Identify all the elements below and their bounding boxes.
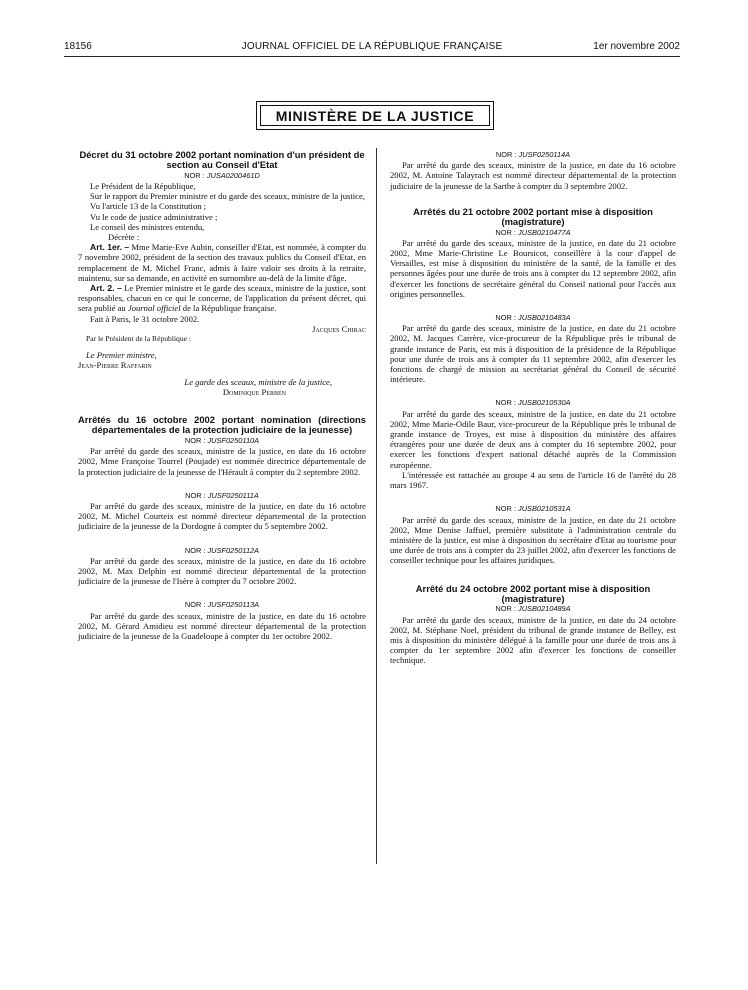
- journal-officiel: Journal officiel: [127, 303, 181, 314]
- nor-line: [390, 150, 676, 160]
- nor-code: JUSB0210483A: [518, 313, 571, 323]
- arrete-text: Par arrêté du garde des sceaux, ministre de la justice, en date du 21 octobre 2002, Mme Marie-Odile Baur, vice-procureur de la République près le tribunal de grande instance de Troyes, est mise à disposition du ministère des affaires étrangères pour une durée de deux ans à compter du 16 septembre 2002, pour exercer les fonctions d'expert national détaché auprès de la Commission européenne.: [390, 408, 676, 470]
- article-1: [78, 242, 366, 283]
- nor-code: JUSB0210489A: [518, 604, 571, 614]
- nor-line: [78, 436, 366, 446]
- preamble-line: Sur le rapport du Premier ministre et du garde des sceaux, ministre de la justice,: [90, 191, 365, 202]
- article-2-text-a: Le Premier ministre et le garde des sceaux, ministre de la justice, sont responsables, chacun en ce qui le concerne, de l'application du présent décret, qui sera publié au: [78, 283, 366, 314]
- preamble-line: Vu l'article 13 de la Constitution ;: [90, 201, 207, 212]
- column-divider: [376, 148, 377, 864]
- article-2-label: Art. 2. –: [90, 283, 122, 294]
- nor-line: [78, 171, 366, 181]
- nor-code: JUSB0210530A: [518, 398, 571, 408]
- signature-premier-ministre: Jean-Pierre Raffarin: [78, 360, 152, 371]
- nor-line: [78, 600, 366, 610]
- arrete-text: Par arrêté du garde des sceaux, ministre de la justice, en date du 16 octobre 2002, Mme Françoise Tourrel (Poujade) est nommée directrice départementale de la protection judiciaire de la jeunesse de l'Hérault à compter du 2 septembre 2002.: [78, 446, 366, 477]
- signature-president: Jacques Chirac: [312, 323, 366, 334]
- nor-code: JUSB0210477A: [518, 227, 571, 237]
- arretes21-title: Arrêtés du 21 octobre 2002 portant mise à disposition (magistrature): [413, 205, 653, 228]
- nor-label: NOR :: [495, 227, 516, 237]
- nor-label: NOR :: [185, 490, 206, 500]
- nor-code: JUSA0200461D: [206, 170, 260, 180]
- nor-label: NOR :: [184, 435, 206, 445]
- issue-date: 1er novembre 2002: [593, 41, 680, 52]
- nor-label: NOR :: [495, 398, 516, 408]
- nor-label: NOR :: [495, 504, 516, 514]
- article-1-label: Art. 1er. –: [90, 242, 130, 253]
- article-2-text-b: de la République française.: [182, 303, 277, 314]
- nor-code: JUSF0250112A: [207, 545, 260, 555]
- arrete-text: Par arrêté du garde des sceaux, ministre de la justice, en date du 21 octobre 2002, Mme Denise Jaffuel, première substitute à l'administration centrale du ministère de la justice, est mise à disposition du secrétaire d'Etat au tourisme pour une durée de trois ans à compter du 23 juillet 2002, afin d'exercer les fonctions de conseiller technique pour les affaires juridiques.: [390, 514, 676, 566]
- preamble-line: Le conseil des ministres entendu,: [90, 221, 205, 232]
- preamble-line: Le Président de la République,: [90, 181, 196, 192]
- premier-ministre-title: Le Premier ministre,: [86, 350, 157, 361]
- arrete-text: Par arrêté du garde des sceaux, ministre de la justice, en date du 16 octobre 2002, M. Gérard Amidieu est nommé directeur départemental de la protection judiciaire de la jeunesse de la Guadeloupe à compter du 1er octobre 2002.: [78, 610, 366, 641]
- nor-line: [390, 504, 676, 514]
- nor-line: [390, 398, 676, 408]
- arrete24-title: Arrêté du 24 octobre 2002 portant mise à disposition (magistrature): [415, 582, 651, 604]
- arrete-text: Par arrêté du garde des sceaux, ministre de la justice, en date du 24 octobre 2002, M. Stéphane Noel, président du tribunal de grande instance de Belley, est mis à disposition du ministère délégué à la famille pour une durée de trois ans à compter du 1er septembre 2002 afin d'exercer les fonctions de conseiller technique.: [390, 614, 676, 666]
- decrete: Décrète :: [108, 232, 140, 243]
- par-le-president: Par le Président de la République :: [86, 334, 192, 344]
- right-column: [390, 150, 676, 666]
- page-header: [64, 40, 680, 57]
- nor-code: JUSF0250113A: [207, 600, 260, 610]
- nor-line: [390, 604, 676, 614]
- ministry-box: [256, 101, 494, 130]
- nor-line: [78, 546, 366, 556]
- fait-a-paris: Fait à Paris, le 31 octobre 2002.: [90, 313, 200, 324]
- nor-line: [78, 491, 366, 501]
- arrete-text: Par arrêté du garde des sceaux, ministre de la justice, en date du 16 octobre 2002, M. Antoine Talayrach est nommé directeur départemental de la protection judiciaire de la jeunesse de la Sarthe à compter du 3 septembre 2002.: [390, 160, 676, 191]
- nor-code: JUSF0250114A: [518, 150, 571, 159]
- arrete-text: Par arrêté du garde des sceaux, ministre de la justice, en date du 21 octobre 2002, M. Jacques Carrère, vice-procureur de la République près le tribunal de grande instance de Paris, est mis à disposition de la présidence de la République pour une durée de trois ans à compter du 11 septembre 2002, afin d'exercer les fonctions de chargé de mission au secrétariat général du Conseil de sécurité intérieure.: [390, 323, 676, 385]
- nor-code: JUSB0210531A: [518, 504, 571, 514]
- garde-title: Le garde des sceaux, ministre de la justice,: [184, 376, 332, 387]
- nor-line: [390, 313, 676, 323]
- article-2: [78, 283, 366, 314]
- decret-title: Décret du 31 octobre 2002 portant nomination d'un président de section au Conseil d'Etat: [79, 149, 365, 171]
- nor-line: [390, 228, 676, 238]
- nor-label: NOR :: [184, 170, 205, 180]
- nor-code: JUSF0250110A: [207, 435, 260, 445]
- nor-label: NOR :: [495, 604, 516, 614]
- arrete-text: Par arrêté du garde des sceaux, ministre de la justice, en date du 21 octobre 2002, Mme Marie-Christine Le Boursicot, conseillère à la cour d'appel de Versailles, est mise à disposition du ministère de la santé, de la famille et des personnes âgées pour une durée de trois ans à compter du 12 septembre 2002, afin d'exercer les fonctions de secrétaire général du Conseil national pour l'accès aux origines personnelles.: [390, 237, 676, 299]
- nor-label: NOR :: [495, 150, 517, 159]
- arretes16-title: Arrêtés du 16 octobre 2002 portant nomination (directions départementales de la protection judiciaire de la jeunesse): [78, 414, 366, 436]
- page-number: 18156: [64, 41, 92, 52]
- arrete-text: Par arrêté du garde des sceaux, ministre de la justice, en date du 16 octobre 2002, M. Michel Courteix est nommé directeur départemental de la protection judiciaire de la jeunesse de la Dordogne à compter du 5 septembre 2002.: [78, 500, 366, 532]
- signature-garde: Dominique Perben: [222, 386, 286, 397]
- preamble-line: Vu le code de justice administrative ;: [90, 211, 218, 222]
- nor-label: NOR :: [184, 600, 206, 610]
- ministry-title: MINISTÈRE DE LA JUSTICE: [260, 105, 490, 126]
- nor-label: NOR :: [495, 313, 516, 323]
- arrete-text-extra: L'intéressée est rattachée au groupe 4 au sens de l'article 16 de l'arrêté du 28 mars 1967.: [390, 469, 676, 491]
- nor-label: NOR :: [184, 545, 206, 555]
- arrete-text: Par arrêté du garde des sceaux, ministre de la justice, en date du 16 octobre 2002, M. Max Delphin est nommé directeur départemental de la protection judiciaire de la jeunesse de l'Isère à compter du 7 octobre 2002.: [78, 555, 366, 587]
- article-1-text: Mme Marie-Eve Aubin, conseiller d'Etat, est nommée, à compter du 7 novembre 2002, président de la section des travaux publics du Conseil d'Etat, en remplacement de M. Michel Franc, admis à faire valoir ses droits à la retraite, maintenu, sur sa demande, en activité en surnombre au-delà de la limite d'âge.: [78, 242, 367, 283]
- nor-code: JUSF0250111A: [207, 490, 259, 500]
- left-column: [78, 150, 366, 641]
- journal-title: JOURNAL OFFICIEL DE LA RÉPUBLIQUE FRANÇAISE: [241, 41, 503, 52]
